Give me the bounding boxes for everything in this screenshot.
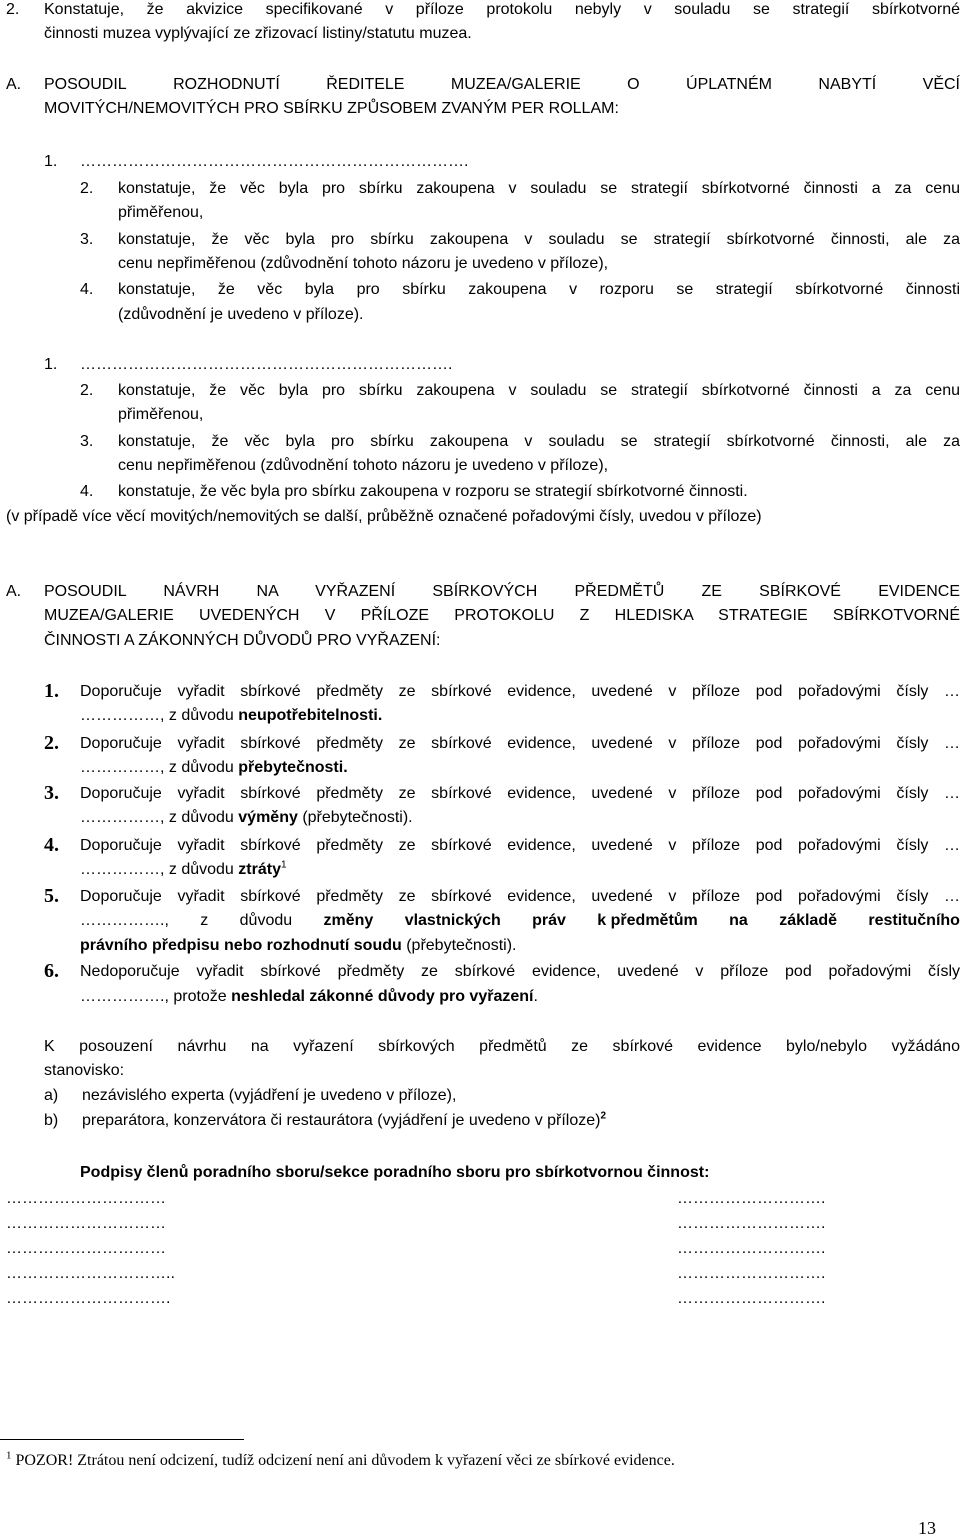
list-item [118,381,960,401]
paragraph-line [44,1037,960,1057]
word: předmětů [479,1038,547,1055]
heading-word: ROZHODNUTÍ [173,76,280,93]
list-item [80,808,413,828]
list-number: 4. [80,281,94,298]
signature-line[interactable]: ………………………… [6,1215,166,1232]
list-number: 2. [80,382,94,399]
list-number: 4. [80,483,94,500]
text: Doporučuje vyřadit sbírkové předměty ze sbírkové evidence, uvedené v příloze pod pořadovými čísly … [80,735,960,752]
text: konstatuje, že věc byla pro sbírku zakoupena v souladu se strategií sbírkotvorné činnosti, ale za [118,231,960,248]
item-number: 2. [6,1,20,18]
text: (přebytečnosti). [401,937,517,954]
signature-line[interactable]: ………………………. [677,1265,826,1282]
section-heading [44,606,960,626]
text: (přebytečnosti). [297,809,413,826]
footnote-marker: 1 [280,859,287,871]
reason: neshledal zákonné důvody pro vyřazení [231,988,534,1005]
word: evidence [697,1038,762,1055]
page-number: 13 [918,1518,936,1538]
text: ……………, z důvodu [80,861,239,878]
list-item: nezávislého experta (vyjádření je uvedeno v příloze), [82,1087,457,1104]
list-item [80,836,960,856]
signature-line[interactable]: ………………………. [677,1290,826,1307]
word: sbírkové [612,1038,674,1055]
list-item [118,179,960,199]
list-item: přiměřenou, [118,204,204,221]
reason: práv [532,912,566,929]
text: Doporučuje vyřadit sbírkové předměty ze sbírkové evidence, uvedené v příloze pod pořadovými čísly … [80,837,960,854]
signatures-heading: Podpisy členů poradního sboru/sekce poradního sboru pro sbírkotvornou činnost: [80,1164,710,1181]
word: posouzení [79,1038,153,1055]
list-item [80,887,960,907]
text: Doporučuje vyřadit sbírkové předměty ze sbírkové evidence, uvedené v příloze pod pořadovými čísly … [80,785,960,802]
reason: přebytečnosti. [238,759,348,776]
item-number: 3. [44,782,59,804]
word: sbírkových [378,1038,455,1055]
list-item [118,280,960,300]
signature-line[interactable]: ………………………… [6,1190,166,1207]
list-item [80,936,516,956]
text: ……………, z důvodu [80,809,239,826]
list-item [80,734,960,754]
list-item [80,860,287,880]
list-item [80,784,960,804]
list-number: 2. [80,180,94,197]
list-item [82,1111,606,1131]
text: MUZEA/GALERIE UVEDENÝCH V PŘÍLOZE PROTOKOLU Z HLEDISKA STRATEGIE SBÍRKOTVORNÉ [44,607,960,624]
signature-line[interactable]: ………………………. [677,1215,826,1232]
item-number: 4. [44,834,59,856]
list-label: a) [44,1087,59,1104]
word: bylo/nebylo [786,1038,867,1055]
list-number: 3. [80,231,94,248]
heading-word: VĚCÍ [922,76,960,93]
note: (v případě více věcí movitých/nemovitých se další, průběžně označené pořadovými čísly, uvedou v příloze) [6,508,762,525]
text: důvodu [239,912,293,929]
reason: základě [779,912,837,929]
list-item [118,432,960,452]
text: Doporučuje vyřadit sbírkové předměty ze sbírkové evidence, uvedené v příloze pod pořadovými čísly … [80,683,960,700]
footnote-separator [0,1439,244,1440]
list-item [80,706,382,726]
reason: restitučního [868,912,960,929]
list-item: cenu nepřiměřenou (zdůvodnění tohoto názoru je uvedeno v příloze), [118,457,609,474]
signature-line[interactable]: ………………………. [677,1190,826,1207]
footnote-text: POZOR! Ztrátou není odcizení, tudíž odcizení není ani důvodem k vyřazení věci ze sbírkové evidence. [11,1452,675,1469]
text: konstatuje, že věc byla pro sbírku zakoupena v souladu se strategií sbírkotvorné činnosti a za cenu [118,382,960,399]
word: vyžádáno [891,1038,960,1055]
text: konstatuje, že věc byla pro sbírku zakoupena v souladu se strategií sbírkotvorné činnosti a za cenu [118,180,960,197]
list-item [80,987,538,1007]
reason: neupotřebitelnosti. [238,707,383,724]
heading-word: MUZEA/GALERIE [450,76,581,93]
text: POSOUDIL NÁVRH NA VYŘAZENÍ SBÍRKOVÝCH PŘEDMĚTŮ ZE SBÍRKOVÉ EVIDENCE [44,583,960,600]
text: ……………, z důvodu [80,707,239,724]
list-number: 3. [80,433,94,450]
section-heading: ČINNOSTI A ZÁKONNÝCH DŮVODŮ PRO VYŘAZENÍ: [44,632,441,649]
paragraph-line: stanovisko: [44,1062,125,1079]
text: preparátora, konzervátora či restaurátora (vyjádření je uvedeno v příloze) [82,1112,601,1129]
list-number: 1. [44,356,58,373]
list-item [80,682,960,702]
signature-line[interactable]: ………………………… [6,1240,166,1257]
reason: právního předpisu nebo rozhodnutí soudu [80,937,402,954]
signature-line[interactable]: ………………………….. [6,1265,175,1282]
footnote [6,1449,675,1470]
word: vyřazení [293,1038,354,1055]
heading-word: ÚPLATNÉM [686,76,772,93]
section-heading [44,582,960,602]
signature-line[interactable]: ………………………. [677,1240,826,1257]
list-item: cenu nepřiměřenou (zdůvodnění tohoto názoru je uvedeno v příloze), [118,255,609,272]
list-item [118,230,960,250]
reason: změny [323,912,374,929]
text: ……………., protože [80,988,232,1005]
list-item [80,911,960,931]
paragraph-line [44,0,960,20]
text: . [533,988,538,1005]
list-item: přiměřenou, [118,406,204,423]
text: konstatuje, že věc byla pro sbírku zakoupena v souladu se strategií sbírkotvorné činnosti, ale za [118,433,960,450]
dot-leader: ………………………………………………………………. [80,153,469,170]
item-number: 1. [44,680,59,702]
item-number: 2. [44,732,59,754]
list-item [80,758,348,778]
dot-leader: ……………………………………………………………. [80,356,453,373]
word: na [250,1038,269,1055]
list-number: 1. [44,153,58,170]
text: z [200,912,209,929]
footnote-marker: 1 [6,1449,12,1462]
list-item [80,962,960,982]
text: Doporučuje vyřadit sbírkové předměty ze sbírkové evidence, uvedené v příloze pod pořadovými čísly … [80,888,960,905]
reason: na [729,912,748,929]
section-letter: A. [6,76,22,93]
footnote-marker: 2 [600,1110,607,1122]
section-heading: MOVITÝCH/NEMOVITÝCH PRO SBÍRKU ZPŮSOBEM ZVANÝM PER ROLLAM: [44,100,619,117]
item-number: 5. [44,885,59,907]
heading-word: O [627,76,640,93]
word: návrhu [177,1038,227,1055]
section-letter: A. [6,583,22,600]
reason: vlastnických [404,912,501,929]
heading-word: POSOUDIL [44,76,127,93]
heading-word: ŘEDITELE [326,76,405,93]
text: konstatuje, že věc byla pro sbírku zakoupena v rozporu se strategií sbírkotvorné činnosti [118,281,960,298]
list-item: konstatuje, že věc byla pro sbírku zakoupena v rozporu se strategií sbírkotvorné činnosti. [118,483,748,500]
section-heading [44,75,960,95]
word: ze [571,1038,589,1055]
text: Konstatuje, že akvizice specifikované v příloze protokolu nebyly v souladu se strategií sbírkotvorné [44,1,960,18]
reason: ztráty [238,861,281,878]
reason: výměny [238,809,298,826]
word: K [44,1038,55,1055]
text: Nedoporučuje vyřadit sbírkové předměty ze sbírkové evidence, uvedené v příloze pod pořadovými čísly [80,963,960,980]
list-item: (zdůvodnění je uvedeno v příloze). [118,306,364,323]
item-number: 6. [44,960,59,982]
text: ……………, z důvodu [80,759,239,776]
paragraph-line: činnosti muzea vyplývající ze zřizovací listiny/statutu muzea. [44,25,472,42]
signature-line[interactable]: …………………………. [6,1290,171,1307]
text: ……………., [80,912,169,929]
heading-word: NABYTÍ [818,76,877,93]
list-label: b) [44,1112,59,1129]
reason: k předmětům [597,912,698,929]
